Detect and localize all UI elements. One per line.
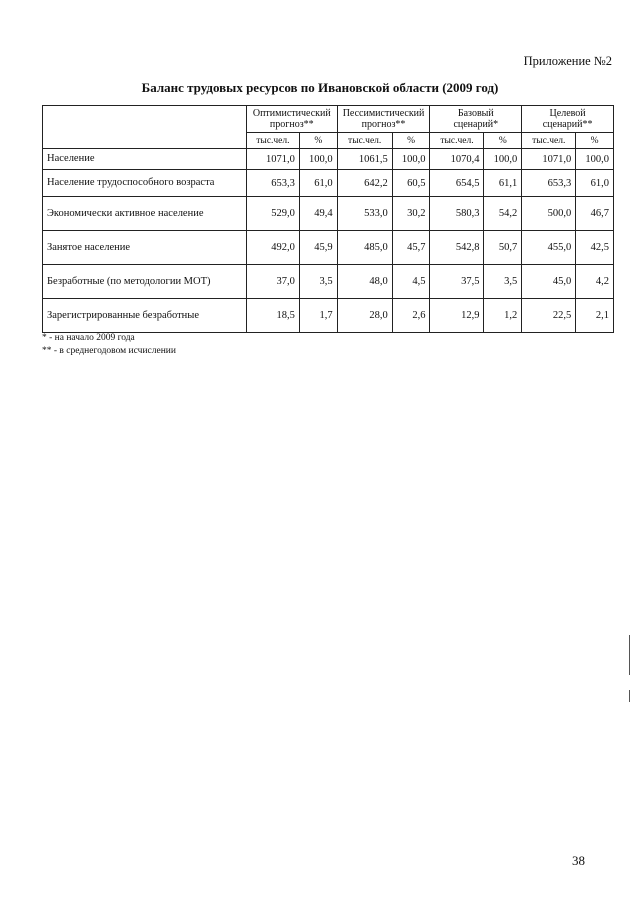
cell-value: 580,3: [430, 197, 484, 231]
header-group: Пессимистический прогноз**: [337, 106, 430, 133]
cell-value: 4,5: [392, 265, 430, 299]
footnotes: [42, 332, 176, 358]
cell-value: 653,3: [522, 170, 576, 197]
labor-balance-table: [42, 105, 614, 333]
row-label: Зарегистрированные безработные: [43, 299, 247, 333]
header-unit: тыс.чел.: [246, 133, 299, 149]
footnote: ** - в среднегодовом исчислении: [42, 346, 176, 356]
header-unit: %: [576, 133, 614, 149]
header-unit: тыс.чел.: [522, 133, 576, 149]
cell-value: 22,5: [522, 299, 576, 333]
header-unit: тыс.чел.: [430, 133, 484, 149]
cell-value: 500,0: [522, 197, 576, 231]
cell-value: 30,2: [392, 197, 430, 231]
cell-value: 42,5: [576, 231, 614, 265]
cell-value: 653,3: [246, 170, 299, 197]
header-group: Базовый сценарий*: [430, 106, 522, 133]
cell-value: 542,8: [430, 231, 484, 265]
cell-value: 4,2: [576, 265, 614, 299]
cell-value: 1,7: [299, 299, 337, 333]
cell-value: 61,0: [576, 170, 614, 197]
row-label: Экономически активное население: [43, 197, 247, 231]
scan-artifact: [629, 635, 630, 675]
page-number: 38: [572, 853, 585, 868]
cell-value: 642,2: [337, 170, 392, 197]
cell-value: 48,0: [337, 265, 392, 299]
cell-value: 61,1: [484, 170, 522, 197]
cell-value: 485,0: [337, 231, 392, 265]
cell-value: 529,0: [246, 197, 299, 231]
cell-value: 492,0: [246, 231, 299, 265]
header-unit: %: [484, 133, 522, 149]
document-title: Баланс трудовых ресурсов по Ивановской области (2009 год): [141, 80, 499, 95]
header-unit: %: [392, 133, 430, 149]
cell-value: 533,0: [337, 197, 392, 231]
cell-value: 37,0: [246, 265, 299, 299]
cell-value: 1071,0: [522, 149, 576, 170]
cell-value: 45,7: [392, 231, 430, 265]
cell-value: 100,0: [299, 149, 337, 170]
header-group: Оптимистический прогноз**: [246, 106, 337, 133]
cell-value: 1070,4: [430, 149, 484, 170]
row-label: Безработные (по методологии МОТ): [43, 265, 247, 299]
cell-value: 3,5: [484, 265, 522, 299]
header-group: Целевой сценарий**: [522, 106, 614, 133]
table-row: [43, 197, 614, 231]
cell-value: 2,6: [392, 299, 430, 333]
cell-value: 49,4: [299, 197, 337, 231]
header-unit: тыс.чел.: [337, 133, 392, 149]
cell-value: 1061,5: [337, 149, 392, 170]
cell-value: 37,5: [430, 265, 484, 299]
table-header-groups: [43, 106, 614, 133]
table-row: [43, 149, 614, 170]
appendix-label: Приложение №2: [523, 54, 612, 68]
table-row: [43, 231, 614, 265]
cell-value: 3,5: [299, 265, 337, 299]
cell-value: 45,9: [299, 231, 337, 265]
cell-value: 60,5: [392, 170, 430, 197]
cell-value: 18,5: [246, 299, 299, 333]
cell-value: 100,0: [484, 149, 522, 170]
cell-value: 46,7: [576, 197, 614, 231]
cell-value: 455,0: [522, 231, 576, 265]
cell-value: 2,1: [576, 299, 614, 333]
table-row: [43, 265, 614, 299]
cell-value: 50,7: [484, 231, 522, 265]
cell-value: 1071,0: [246, 149, 299, 170]
footnote: * - на начало 2009 года: [42, 333, 135, 343]
cell-value: 61,0: [299, 170, 337, 197]
row-label: Население: [43, 149, 247, 170]
cell-value: 100,0: [576, 149, 614, 170]
cell-value: 100,0: [392, 149, 430, 170]
table-row: [43, 299, 614, 333]
row-label: Занятое население: [43, 231, 247, 265]
cell-value: 45,0: [522, 265, 576, 299]
row-label: Население трудоспособного возраста: [43, 170, 247, 197]
cell-value: 28,0: [337, 299, 392, 333]
header-empty-cell: [43, 106, 247, 149]
table-row: [43, 170, 614, 197]
cell-value: 1,2: [484, 299, 522, 333]
cell-value: 54,2: [484, 197, 522, 231]
cell-value: 12,9: [430, 299, 484, 333]
scan-artifact: [629, 690, 630, 702]
header-unit: %: [299, 133, 337, 149]
cell-value: 654,5: [430, 170, 484, 197]
